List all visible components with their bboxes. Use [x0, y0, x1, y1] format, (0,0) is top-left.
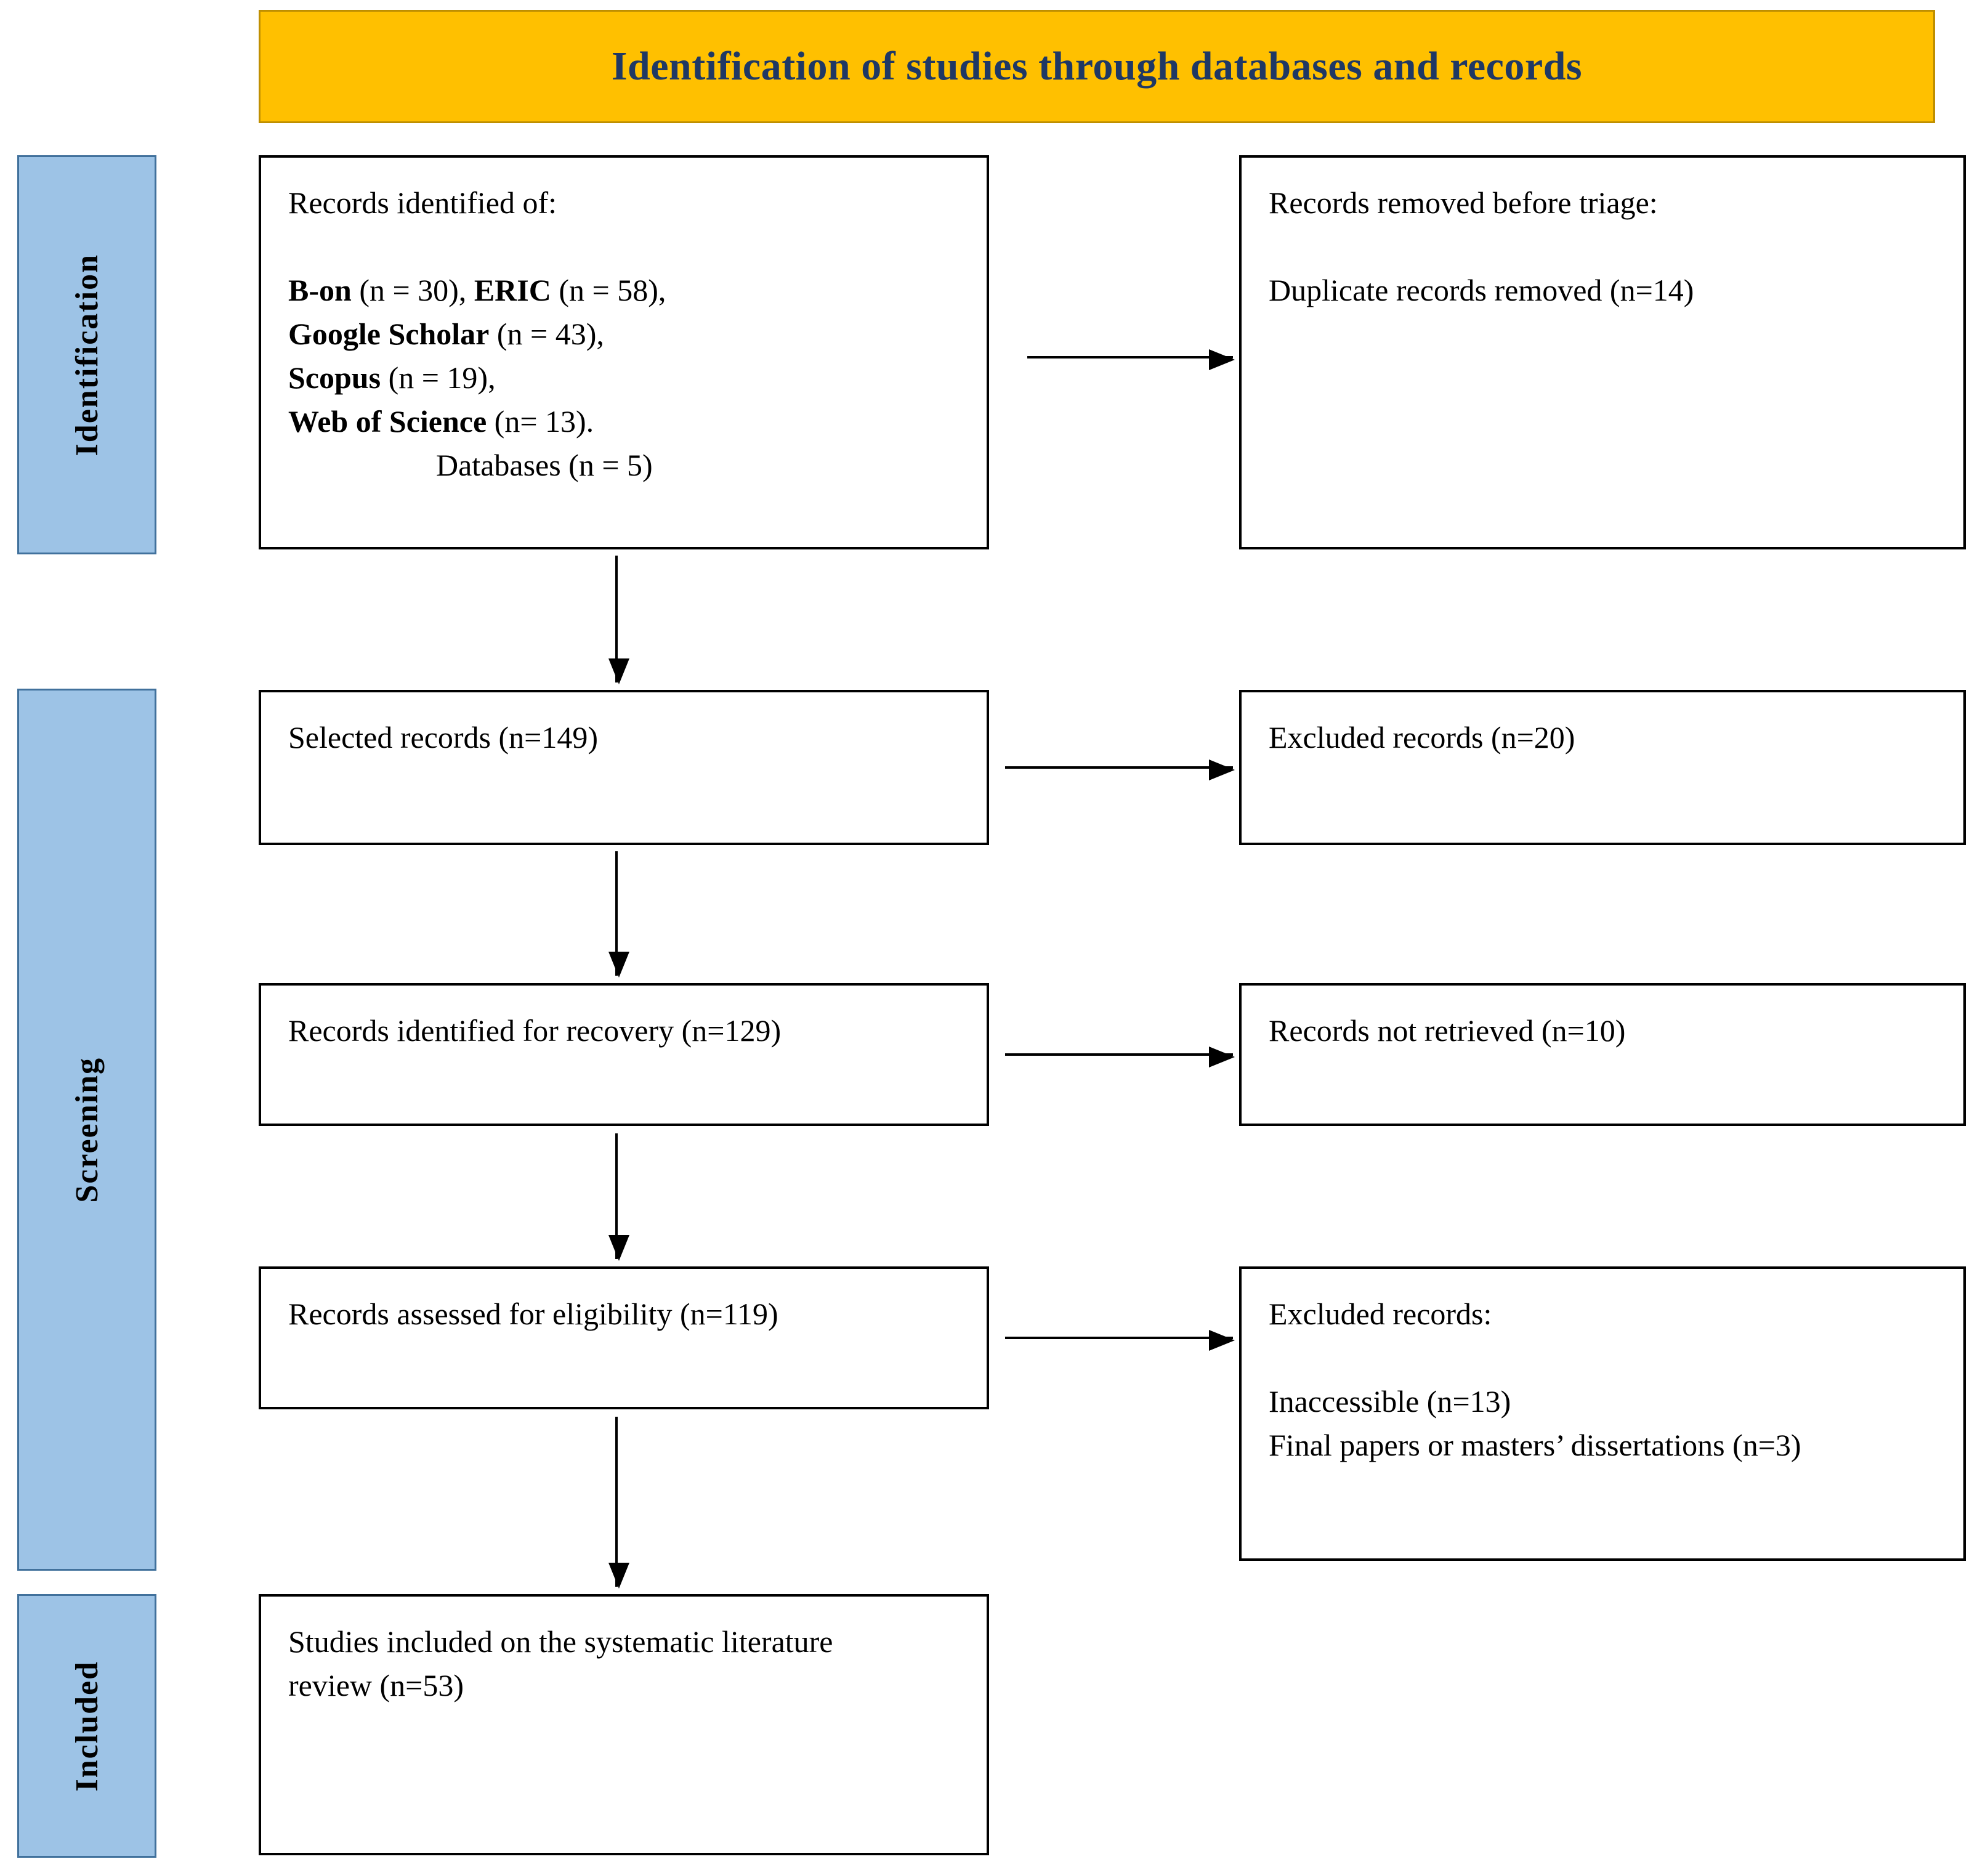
records-identified-heading: Records identified of: — [288, 185, 557, 220]
selected-records-text: Selected records (n=149) — [288, 720, 599, 755]
db-google-scholar-name: Google Scholar — [288, 317, 490, 351]
arrow-recovery-to-assessed — [615, 1133, 618, 1259]
arrow-selected-to-recovery — [615, 851, 618, 976]
records-assessed-text: Records assessed for eligibility (n=119) — [288, 1297, 778, 1331]
studies-included-text: Studies included on the systematic literature review (n=53) — [288, 1624, 833, 1703]
stage-screening — [17, 689, 156, 1571]
studies-included-box — [259, 1594, 989, 1855]
excluded-records-text: Excluded records (n=20) — [1269, 720, 1575, 755]
records-removed-box — [1239, 155, 1966, 549]
arrow-identified-to-removed — [1027, 356, 1233, 358]
spacer — [1269, 1336, 1936, 1380]
excluded-records-box — [1239, 690, 1966, 845]
databases-total: Databases (n = 5) — [436, 448, 653, 482]
database-line-3 — [288, 356, 960, 400]
excluded-after-assessment-box — [1239, 1266, 1966, 1561]
excluded-inaccessible-text: Inaccessible (n=13) — [1269, 1384, 1511, 1419]
excluded-dissertations-text: Final papers or masters’ dissertations (n=3) — [1269, 1428, 1801, 1462]
records-for-recovery-box — [259, 983, 989, 1126]
records-identified-box — [259, 155, 989, 549]
records-assessed-box — [259, 1266, 989, 1409]
arrow-assessed-to-included — [615, 1417, 618, 1587]
stage-identification — [17, 155, 156, 554]
db-web-of-science-count: (n= 13). — [487, 404, 594, 439]
db-bon-count: (n = 30), — [351, 273, 474, 307]
db-bon-name: B-on — [288, 273, 352, 307]
db-scopus-name: Scopus — [288, 360, 381, 395]
db-eric-count: (n = 58), — [551, 273, 666, 307]
arrow-assessed-to-excluded — [1005, 1337, 1233, 1339]
database-line-2 — [288, 312, 960, 356]
db-web-of-science-name: Web of Science — [288, 404, 487, 439]
arrow-recovery-to-notretrieved — [1005, 1053, 1233, 1056]
db-scopus-count: (n = 19), — [381, 360, 496, 395]
database-line-1 — [288, 269, 960, 312]
spacer — [288, 225, 960, 269]
records-not-retrieved-text: Records not retrieved (n=10) — [1269, 1013, 1626, 1048]
stage-screening-label: Screening — [69, 1056, 105, 1203]
database-line-4 — [288, 400, 960, 443]
arrow-identified-to-selected — [615, 556, 618, 682]
selected-records-box — [259, 690, 989, 845]
db-eric-name: ERIC — [474, 273, 551, 307]
duplicates-removed-text: Duplicate records removed (n=14) — [1269, 273, 1694, 307]
stage-identification-label: Identification — [69, 253, 105, 456]
arrow-selected-to-excluded — [1005, 766, 1233, 769]
diagram-title-banner — [259, 10, 1935, 123]
stage-included — [17, 1594, 156, 1858]
db-google-scholar-count: (n = 43), — [489, 317, 604, 351]
records-removed-heading: Records removed before triage: — [1269, 185, 1658, 220]
spacer — [1269, 225, 1936, 269]
diagram-title: Identification of studies through databases and records — [611, 44, 1583, 89]
excluded-after-assessment-heading: Excluded records: — [1269, 1297, 1492, 1331]
records-not-retrieved-box — [1239, 983, 1966, 1126]
stage-included-label: Included — [69, 1660, 105, 1792]
records-for-recovery-text: Records identified for recovery (n=129) — [288, 1013, 782, 1048]
